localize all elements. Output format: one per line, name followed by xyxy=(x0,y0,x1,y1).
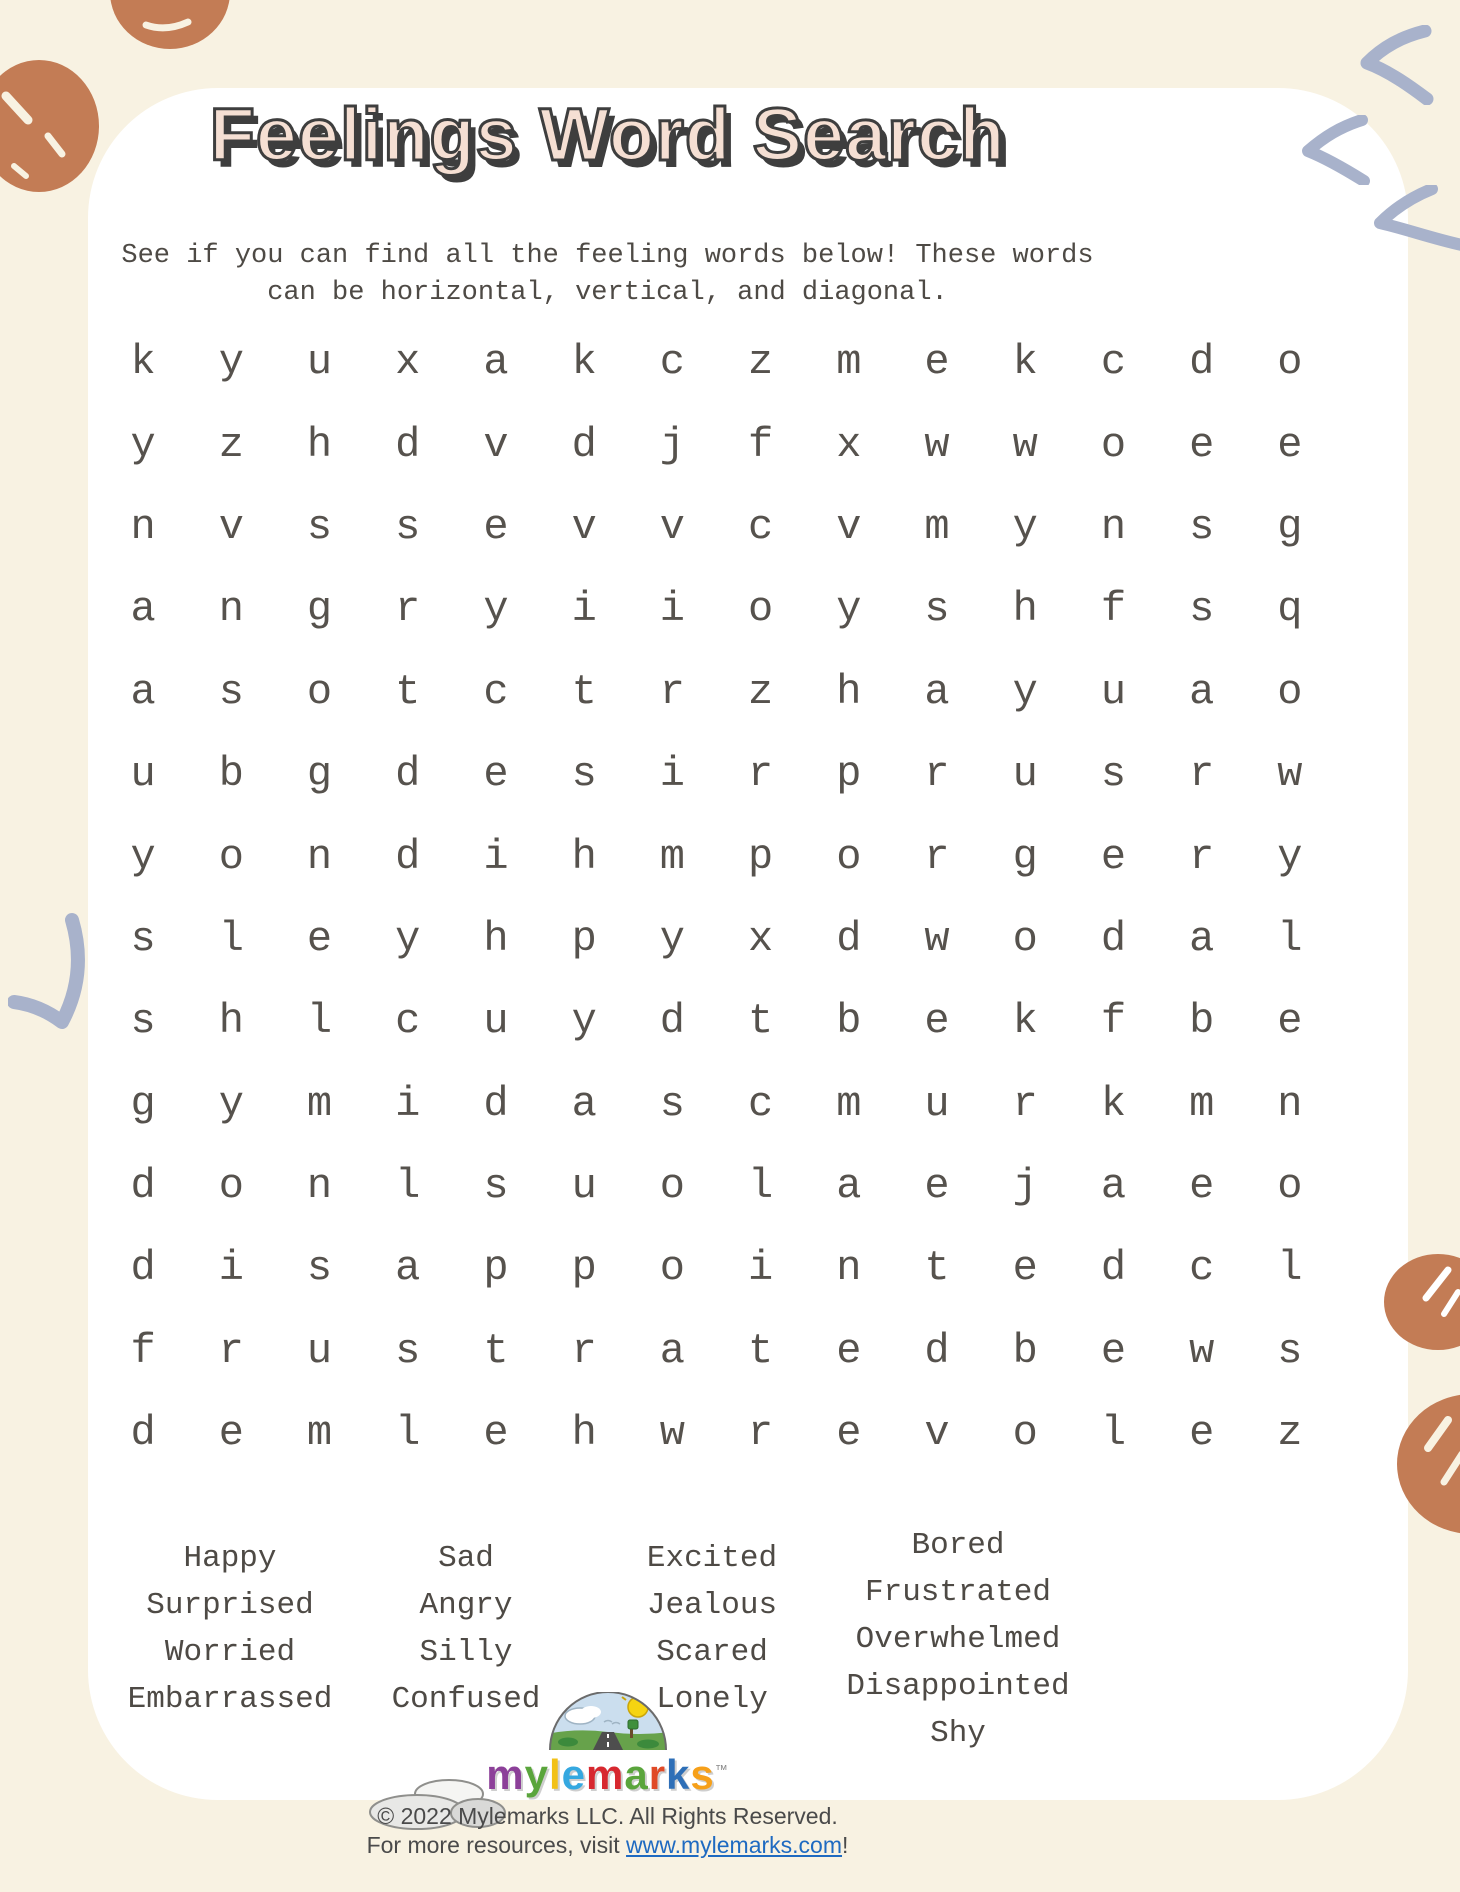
grid-letter: t xyxy=(747,997,774,1046)
grid-letter: o xyxy=(1277,667,1303,716)
grid-letter: a xyxy=(395,1244,421,1293)
grid-letter: j xyxy=(1012,1162,1038,1211)
grid-letter: d xyxy=(130,1409,156,1458)
word-list-item: Surprised xyxy=(146,1588,314,1623)
word-list-item: Angry xyxy=(419,1588,513,1623)
logo-letter: k xyxy=(666,1751,691,1798)
grid-letter: l xyxy=(1100,1409,1127,1458)
grid-letter: o xyxy=(1277,1162,1303,1211)
grid-letter: w xyxy=(1189,1326,1215,1375)
grid-letter: z xyxy=(1277,1409,1303,1458)
word-list-item: Silly xyxy=(419,1635,513,1670)
trademark-symbol: ™ xyxy=(714,1762,729,1777)
grid-letter: r xyxy=(747,750,774,799)
page-title: Feelings Word Search xyxy=(209,93,1006,176)
grid-letter: s xyxy=(218,667,244,716)
grid-letter: s xyxy=(924,585,950,634)
word-list-item: Worried xyxy=(164,1635,296,1670)
grid-letter: m xyxy=(306,1079,333,1128)
grid-letter: p xyxy=(483,1244,509,1293)
grid-letter: d xyxy=(1189,338,1215,387)
grid-letter: k xyxy=(1012,338,1038,387)
grid-letter: x xyxy=(395,338,421,387)
grid-letter: e xyxy=(836,1326,862,1375)
grid-letter: k xyxy=(1012,997,1038,1046)
logo-letter: e xyxy=(561,1751,586,1798)
grid-letter: p xyxy=(571,914,597,963)
grid-letter: h xyxy=(571,832,597,881)
grid-letter: o xyxy=(218,832,244,881)
grid-letter: i xyxy=(659,750,685,799)
word-list-item: Excited xyxy=(646,1541,778,1576)
grid-letter: v xyxy=(483,420,509,469)
resources-suffix: ! xyxy=(842,1832,849,1858)
grid-letter: e xyxy=(1277,420,1303,469)
grid-letter: s xyxy=(1189,502,1215,551)
grid-letter: e xyxy=(306,914,333,963)
grid-letter: c xyxy=(747,1079,774,1128)
grid-letter: t xyxy=(483,1326,509,1375)
grid-letter: u xyxy=(306,1326,333,1375)
grid-letter: e xyxy=(1189,420,1215,469)
grid-letter: y xyxy=(836,585,862,634)
word-list-item: Jealous xyxy=(646,1588,778,1623)
grid-letter: e xyxy=(1189,1162,1215,1211)
grid-letter: n xyxy=(306,832,333,881)
grid-letter: o xyxy=(659,1244,685,1293)
word-list-item: Sad xyxy=(438,1541,494,1576)
word-list-item: Lonely xyxy=(656,1682,768,1717)
grid-letter: a xyxy=(659,1326,685,1375)
grid-letter: m xyxy=(836,1079,862,1128)
word-list-item: Overwhelmed xyxy=(855,1622,1061,1657)
grid-letter: e xyxy=(483,750,509,799)
grid-letter: r xyxy=(747,1409,774,1458)
grid-letter: s xyxy=(306,502,333,551)
grid-letter: u xyxy=(1100,667,1127,716)
grid-letter: d xyxy=(395,832,421,881)
grid-letter: y xyxy=(395,914,421,963)
word-list-item: Disappointed xyxy=(846,1669,1070,1704)
grid-letter: e xyxy=(1100,832,1127,881)
grid-letter: d xyxy=(130,1162,156,1211)
grid-letter: l xyxy=(1277,1244,1303,1293)
word-list-item: Bored xyxy=(911,1528,1005,1563)
grid-letter: c xyxy=(483,667,509,716)
grid-letter: o xyxy=(747,585,774,634)
grid-letter: n xyxy=(306,1162,333,1211)
grid-letter: c xyxy=(747,502,774,551)
resources-line xyxy=(0,1831,1215,1860)
grid-letter: r xyxy=(1189,832,1215,881)
word-list-item: Frustrated xyxy=(864,1575,1052,1610)
grid-letter: z xyxy=(747,338,774,387)
grid-letter: v xyxy=(924,1409,950,1458)
grid-letter: c xyxy=(1100,338,1127,387)
grid-letter: d xyxy=(571,420,597,469)
grid-letter: o xyxy=(218,1162,244,1211)
grid-letter: t xyxy=(924,1244,950,1293)
grid-letter: s xyxy=(1277,1326,1303,1375)
grid-letter: n xyxy=(1277,1079,1303,1128)
grid-letter: e xyxy=(218,1409,244,1458)
grid-letter: m xyxy=(924,502,950,551)
word-list-item: Happy xyxy=(183,1541,277,1576)
grid-letter: t xyxy=(395,667,421,716)
word-list-item: Shy xyxy=(930,1716,986,1751)
grid-letter: o xyxy=(836,832,862,881)
grid-letter: o xyxy=(1100,420,1127,469)
grid-letter: y xyxy=(659,914,685,963)
grid-letter: e xyxy=(1100,1326,1127,1375)
grid-letter: h xyxy=(836,667,862,716)
grid-letter: d xyxy=(483,1079,509,1128)
grid-letter: m xyxy=(306,1409,333,1458)
grid-letter: y xyxy=(1012,667,1038,716)
grid-letter: d xyxy=(924,1326,950,1375)
grid-letter: s xyxy=(130,914,156,963)
grid-letter: g xyxy=(306,585,333,634)
grid-letter: i xyxy=(747,1244,774,1293)
grid-letter: e xyxy=(1277,997,1303,1046)
grid-letter: l xyxy=(747,1162,774,1211)
grid-letter: i xyxy=(659,585,685,634)
grid-letter: a xyxy=(1189,914,1215,963)
mylemarks-link[interactable]: www.mylemarks.com xyxy=(626,1832,843,1858)
grid-letter: h xyxy=(571,1409,597,1458)
footer xyxy=(0,1802,1215,1860)
grid-letter: y xyxy=(130,420,156,469)
grid-letter: g xyxy=(1012,832,1038,881)
logo-letter: l xyxy=(548,1751,562,1798)
grid-letter: r xyxy=(395,585,421,634)
grid-letter: e xyxy=(924,1162,950,1211)
grid-letter: d xyxy=(1100,1244,1127,1293)
grid-letter: p xyxy=(747,832,774,881)
grid-letter: c xyxy=(395,997,421,1046)
instructions-line1: See if you can find all the feeling words below! These words xyxy=(121,241,1094,271)
grid-letter: l xyxy=(1277,914,1303,963)
grid-letter: h xyxy=(483,914,509,963)
logo-letter: m xyxy=(486,1751,525,1798)
grid-letter: e xyxy=(1189,1409,1215,1458)
grid-letter: o xyxy=(1012,1409,1038,1458)
grid-letter: k xyxy=(130,338,156,387)
logo-letter: s xyxy=(690,1751,715,1798)
grid-letter: r xyxy=(1189,750,1215,799)
grid-letter: u xyxy=(1012,750,1038,799)
grid-letter: o xyxy=(306,667,333,716)
grid-letter: a xyxy=(130,667,156,716)
grid-letter: l xyxy=(395,1162,421,1211)
grid-letter: s xyxy=(483,1162,509,1211)
grid-letter: s xyxy=(1189,585,1215,634)
grid-letter: h xyxy=(1012,585,1038,634)
grid-letter: e xyxy=(483,1409,509,1458)
grid-letter: s xyxy=(571,750,597,799)
grid-letter: u xyxy=(924,1079,950,1128)
grid-letter: d xyxy=(836,914,862,963)
grid-letter: y xyxy=(483,585,509,634)
grid-letter: v xyxy=(836,502,862,551)
logo-letter: r xyxy=(648,1751,667,1798)
logo-letters xyxy=(486,1751,715,1798)
grid-letter: s xyxy=(1100,750,1127,799)
copyright-text: © 2022 Mylemarks LLC. All Rights Reserved. xyxy=(377,1803,838,1829)
grid-letter: u xyxy=(483,997,509,1046)
grid-letter: h xyxy=(306,420,333,469)
logo-letter: a xyxy=(624,1751,649,1798)
grid-letter: y xyxy=(130,832,156,881)
grid-letter: s xyxy=(395,1326,421,1375)
grid-letter: x xyxy=(836,420,862,469)
grid-letter: a xyxy=(1189,667,1215,716)
grid-letter: a xyxy=(924,667,950,716)
grid-letter: e xyxy=(924,338,950,387)
grid-letter: m xyxy=(1189,1079,1215,1128)
grid-letter: i xyxy=(218,1244,244,1293)
grid-letter: k xyxy=(571,338,597,387)
grid-letter: n xyxy=(1100,502,1127,551)
grid-letter: i xyxy=(395,1079,421,1128)
grid-letter: r xyxy=(571,1326,597,1375)
grid-letter: e xyxy=(1012,1244,1038,1293)
grid-letter: y xyxy=(218,338,244,387)
grid-letter: i xyxy=(483,832,509,881)
grid-letter: u xyxy=(130,750,156,799)
grid-letter: v xyxy=(659,502,685,551)
grid-letter: a xyxy=(483,338,509,387)
word-list-item: Embarrassed xyxy=(127,1682,333,1717)
instructions-line2: can be horizontal, vertical, and diagonal. xyxy=(267,278,948,308)
grid-letter: y xyxy=(1277,832,1303,881)
grid-letter: d xyxy=(1100,914,1127,963)
grid-letter: g xyxy=(306,750,333,799)
grid-letter: g xyxy=(1277,502,1303,551)
grid-letter: r xyxy=(218,1326,244,1375)
grid-letter: a xyxy=(571,1079,597,1128)
grid-letter: h xyxy=(218,997,244,1046)
grid-letter: a xyxy=(836,1162,862,1211)
grid-letter: b xyxy=(1189,997,1215,1046)
grid-letter: w xyxy=(1012,420,1038,469)
grid-letter: b xyxy=(218,750,244,799)
grid-letter: g xyxy=(130,1079,156,1128)
grid-letter: l xyxy=(395,1409,421,1458)
grid-letter: k xyxy=(1100,1079,1127,1128)
grid-letter: y xyxy=(218,1079,244,1128)
grid-letter: c xyxy=(1189,1244,1215,1293)
grid-letter: f xyxy=(130,1326,156,1375)
grid-letter: d xyxy=(659,997,685,1046)
grid-letter: v xyxy=(571,502,597,551)
logo-letter: m xyxy=(585,1751,625,1798)
grid-letter: o xyxy=(659,1162,685,1211)
grid-letter: s xyxy=(306,1244,333,1293)
grid-letter: o xyxy=(1012,914,1038,963)
grid-letter: d xyxy=(130,1244,156,1293)
grid-letter: u xyxy=(306,338,333,387)
logo-scene-icon xyxy=(546,1692,670,1752)
grid-letter: r xyxy=(659,667,685,716)
grid-letter: r xyxy=(924,832,950,881)
grid-letter: l xyxy=(306,997,333,1046)
grid-letter: w xyxy=(924,914,950,963)
grid-letter: l xyxy=(218,914,244,963)
grid-letter: n xyxy=(130,502,156,551)
grid-letter: m xyxy=(836,338,862,387)
logo-letter: y xyxy=(524,1751,549,1798)
grid-letter: m xyxy=(659,832,685,881)
grid-letter: w xyxy=(659,1409,685,1458)
word-list-item: Scared xyxy=(656,1635,768,1670)
grid-letter: u xyxy=(571,1162,597,1211)
word-list-item: Confused xyxy=(391,1682,541,1717)
grid-letter: s xyxy=(659,1079,685,1128)
grid-letter: x xyxy=(747,914,774,963)
grid-letter: e xyxy=(924,997,950,1046)
grid-letter: r xyxy=(1012,1079,1038,1128)
grid-letter: r xyxy=(924,750,950,799)
mylemarks-logo xyxy=(0,1692,1215,1797)
grid-letter: t xyxy=(747,1326,774,1375)
logo-wordmark xyxy=(486,1748,729,1797)
resources-prefix: For more resources, visit xyxy=(366,1832,627,1858)
grid-letter: b xyxy=(1012,1326,1038,1375)
grid-letter: s xyxy=(130,997,156,1046)
grid-letter: z xyxy=(218,420,244,469)
grid-letter: q xyxy=(1277,585,1303,634)
grid-letter: t xyxy=(571,667,597,716)
grid-letter: f xyxy=(1100,997,1127,1046)
grid-letter: d xyxy=(395,750,421,799)
grid-letter: f xyxy=(1100,585,1127,634)
grid-letter: e xyxy=(483,502,509,551)
grid-letter: i xyxy=(571,585,597,634)
grid-letter: e xyxy=(836,1409,862,1458)
grid-letter: b xyxy=(836,997,862,1046)
grid-letter: v xyxy=(218,502,244,551)
grid-letter: p xyxy=(571,1244,597,1293)
grid-letter: j xyxy=(659,420,685,469)
grid-letter: w xyxy=(924,420,950,469)
grid-letter: y xyxy=(1012,502,1038,551)
grid-letter: c xyxy=(659,338,685,387)
grid-letter: a xyxy=(1100,1162,1127,1211)
grid-letter: n xyxy=(836,1244,862,1293)
grid-letter: a xyxy=(130,585,156,634)
grid-letter: s xyxy=(395,502,421,551)
grid-letter: o xyxy=(1277,338,1303,387)
grid-letter: z xyxy=(747,667,774,716)
grid-letter: p xyxy=(836,750,862,799)
grid-letter: d xyxy=(395,420,421,469)
grid-letter: n xyxy=(218,585,244,634)
grid-letter: f xyxy=(747,420,774,469)
grid-letter: y xyxy=(571,997,597,1046)
grid-letter: w xyxy=(1277,750,1303,799)
